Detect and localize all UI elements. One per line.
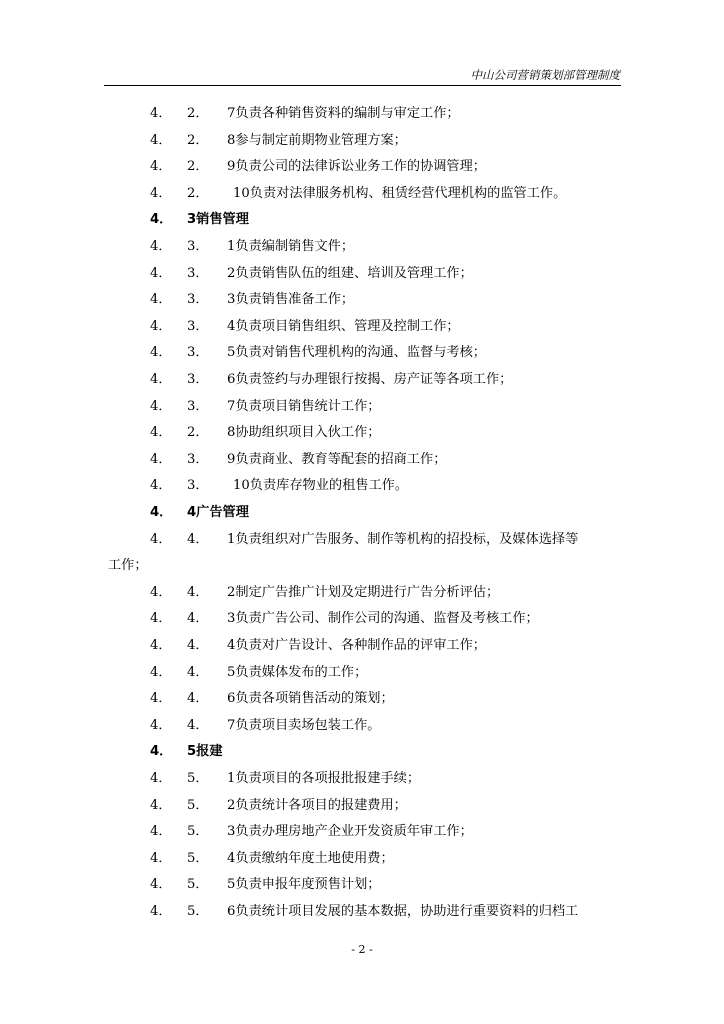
section-number: 4． xyxy=(150,505,173,520)
section-number: 4． xyxy=(150,904,172,919)
subsection-number: 3． xyxy=(187,372,209,387)
item-text: 1负责编制销售文件； xyxy=(227,239,355,254)
section-number: 4． xyxy=(150,771,172,786)
item-text: 8参与制定前期物业管理方案； xyxy=(227,133,407,148)
item-text: 1负责项目的各项报批报建手续； xyxy=(227,771,421,786)
section-number: 4． xyxy=(150,212,173,227)
section-number: 4． xyxy=(150,159,172,174)
section-number: 4． xyxy=(150,798,172,813)
subsection-number: 4． xyxy=(187,665,209,680)
item-text: 7负责项目销售统计工作； xyxy=(227,399,381,414)
section-number: 4． xyxy=(150,691,172,706)
section-number: 4． xyxy=(150,824,172,839)
subsection-number: 2． xyxy=(187,159,209,174)
section-title: 4广告管理 xyxy=(187,505,249,520)
section-number: 4． xyxy=(150,638,172,653)
page-header-title: 中山公司营销策划部管理制度 xyxy=(470,68,620,82)
subsection-number: 5． xyxy=(187,824,209,839)
section-number: 4． xyxy=(150,452,172,467)
item-text: 2负责统计各项目的报建费用； xyxy=(227,798,407,813)
subsection-number: 4． xyxy=(187,718,209,733)
subsection-number: 3． xyxy=(187,452,209,467)
section-number: 4． xyxy=(150,532,172,547)
section-number: 4． xyxy=(150,372,172,387)
item-text: 8协助组织项目入伙工作； xyxy=(227,425,381,440)
item-text: 10负责对法律服务机构、租赁经营代理机构的监管工作。 xyxy=(233,186,567,201)
section-number: 4． xyxy=(150,133,172,148)
section-number: 4． xyxy=(150,186,172,201)
subsection-number: 3． xyxy=(187,478,209,493)
item-text: 3负责广告公司、制作公司的沟通、监督及考核工作； xyxy=(227,611,539,626)
subsection-number: 3． xyxy=(187,399,209,414)
item-text: 7负责各种销售资料的编制与审定工作； xyxy=(227,106,460,121)
section-number: 4． xyxy=(150,425,172,440)
item-text: 3负责办理房地产企业开发资质年审工作； xyxy=(227,824,473,839)
item-text: 4负责项目销售组织、管理及控制工作； xyxy=(227,319,460,334)
item-text: 6负责签约与办理银行按揭、房产证等各项工作； xyxy=(227,372,513,387)
subsection-number: 3． xyxy=(187,292,209,307)
item-text: 9负责公司的法律诉讼业务工作的协调管理； xyxy=(227,159,486,174)
item-text: 2负责销售队伍的组建、培训及管理工作； xyxy=(227,266,473,281)
item-text: 10负责库存物业的租售工作。 xyxy=(233,478,409,493)
section-number: 4． xyxy=(150,478,172,493)
item-text: 6负责各项销售活动的策划； xyxy=(227,691,394,706)
subsection-number: 5． xyxy=(187,851,209,866)
subsection-number: 3． xyxy=(187,345,209,360)
section-number: 4． xyxy=(150,744,173,759)
subsection-number: 4． xyxy=(187,611,209,626)
subsection-number: 5． xyxy=(187,877,209,892)
section-number: 4． xyxy=(150,399,172,414)
subsection-number: 5． xyxy=(187,904,209,919)
section-number: 4． xyxy=(150,585,172,600)
item-text: 9负责商业、教育等配套的招商工作； xyxy=(227,452,447,467)
item-text: 1负责组织对广告服务、制作等机构的招投标，及媒体选择等 xyxy=(227,532,579,547)
section-number: 4． xyxy=(150,611,172,626)
section-number: 4． xyxy=(150,718,172,733)
subsection-number: 2． xyxy=(187,186,209,201)
item-text: 4负责缴纳年度土地使用费； xyxy=(227,851,394,866)
item-text: 3负责销售准备工作； xyxy=(227,292,355,307)
subsection-number: 3． xyxy=(187,239,209,254)
subsection-number: 5． xyxy=(187,798,209,813)
subsection-number: 4． xyxy=(187,638,209,653)
section-number: 4． xyxy=(150,665,172,680)
item-text: 6负责统计项目发展的基本数据，协助进行重要资料的归档工 xyxy=(227,904,579,919)
subsection-number: 2． xyxy=(187,425,209,440)
subsection-number: 4． xyxy=(187,585,209,600)
header-divider xyxy=(104,85,621,86)
item-text: 5负责对销售代理机构的沟通、监督与考核； xyxy=(227,345,486,360)
subsection-number: 3． xyxy=(187,319,209,334)
section-number: 4． xyxy=(150,266,172,281)
subsection-number: 5． xyxy=(187,771,209,786)
section-title: 5报建 xyxy=(187,744,223,759)
item-text: 4负责对广告设计、各种制作品的评审工作； xyxy=(227,638,486,653)
item-text: 7负责项目卖场包装工作。 xyxy=(227,718,381,733)
section-title: 3销售管理 xyxy=(187,212,249,227)
section-number: 4． xyxy=(150,319,172,334)
section-number: 4． xyxy=(150,292,172,307)
item-text: 2制定广告推广计划及定期进行广告分析评估； xyxy=(227,585,500,600)
subsection-number: 4． xyxy=(187,532,209,547)
subsection-number: 2． xyxy=(187,106,209,121)
section-number: 4． xyxy=(150,877,172,892)
item-text: 5负责申报年度预售计划； xyxy=(227,877,381,892)
subsection-number: 4． xyxy=(187,691,209,706)
section-number: 4． xyxy=(150,106,172,121)
item-text: 5负责媒体发布的工作； xyxy=(227,665,368,680)
section-number: 4． xyxy=(150,239,172,254)
subsection-number: 2． xyxy=(187,133,209,148)
subsection-number: 3． xyxy=(187,266,209,281)
continuation-line: 工作； xyxy=(108,558,148,573)
section-number: 4． xyxy=(150,345,172,360)
page-number: - 2 - xyxy=(351,943,373,956)
section-number: 4． xyxy=(150,851,172,866)
